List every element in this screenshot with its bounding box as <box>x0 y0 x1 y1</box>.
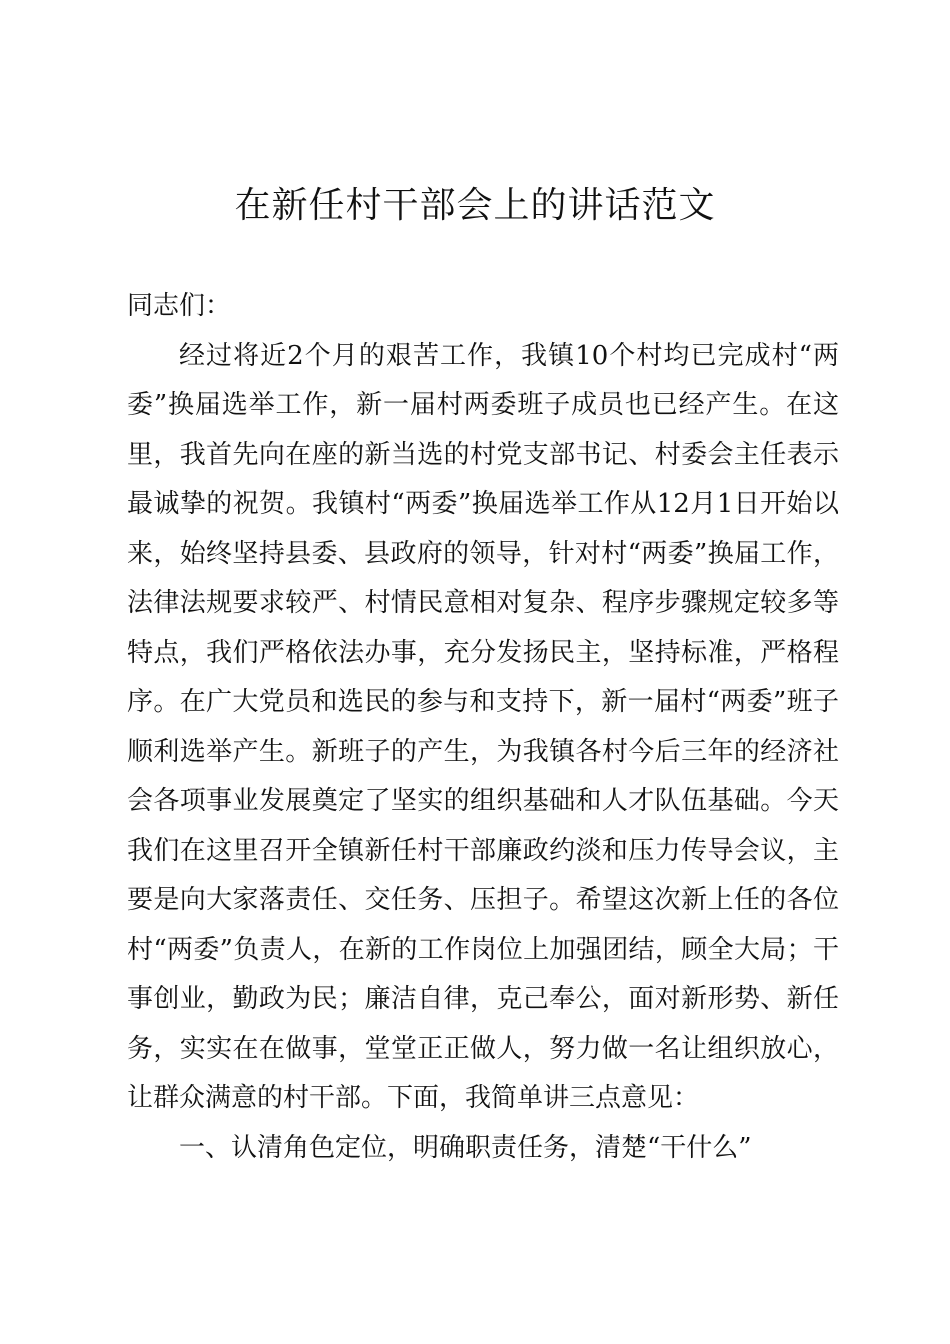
section-heading: 一、认清角色定位，明确职责任务，清楚“干什么” <box>179 1132 752 1163</box>
document-title: 在新任村干部会上的讲话范文 <box>234 185 716 226</box>
salutation: 同志们： <box>127 291 232 321</box>
document-body <box>127 282 839 1173</box>
body-paragraph: 经过将近2个月的艰苦工作，我镇10个村均已完成村“两委”换届选举工作，新一届村两委班子成员也已经产生。在这里，我首先向在座的新当选的村党支部书记、村委会主任表示最诚挚的祝贺。我镇村“两委”换届选举工作从12月1日开始以来，始终坚持县委、县政府的领导，针对村“两委”换届工作，法律法规要求较严、村情民意相对复杂、程序步骤规定较多等特点，我们严格依法办事，充分发扬民主，坚持标准，严格程序。在广大党员和选民的参与和支持下，新一届村“两委”班子顺利选举产生。新班子的产生，为我镇各村今后三年的经济社会各项事业发展奠定了坚实的组织基础和人才队伍基础。今天我们在这里召开全镇新任村干部廉政约淡和压力传导会议，主要是向大家落责任、交任务、压担子。希望这次新上任的各位村“两委”负责人，在新的工作岗位上加强团结，顾全大局；干事创业，勤政为民；廉洁自律，克己奉公，面对新形势、新任务，实实在在做事，堂堂正正做人，努力做一名让组织放心，让群众满意的村干部。下面，我简单讲三点意见： <box>127 340 839 1113</box>
